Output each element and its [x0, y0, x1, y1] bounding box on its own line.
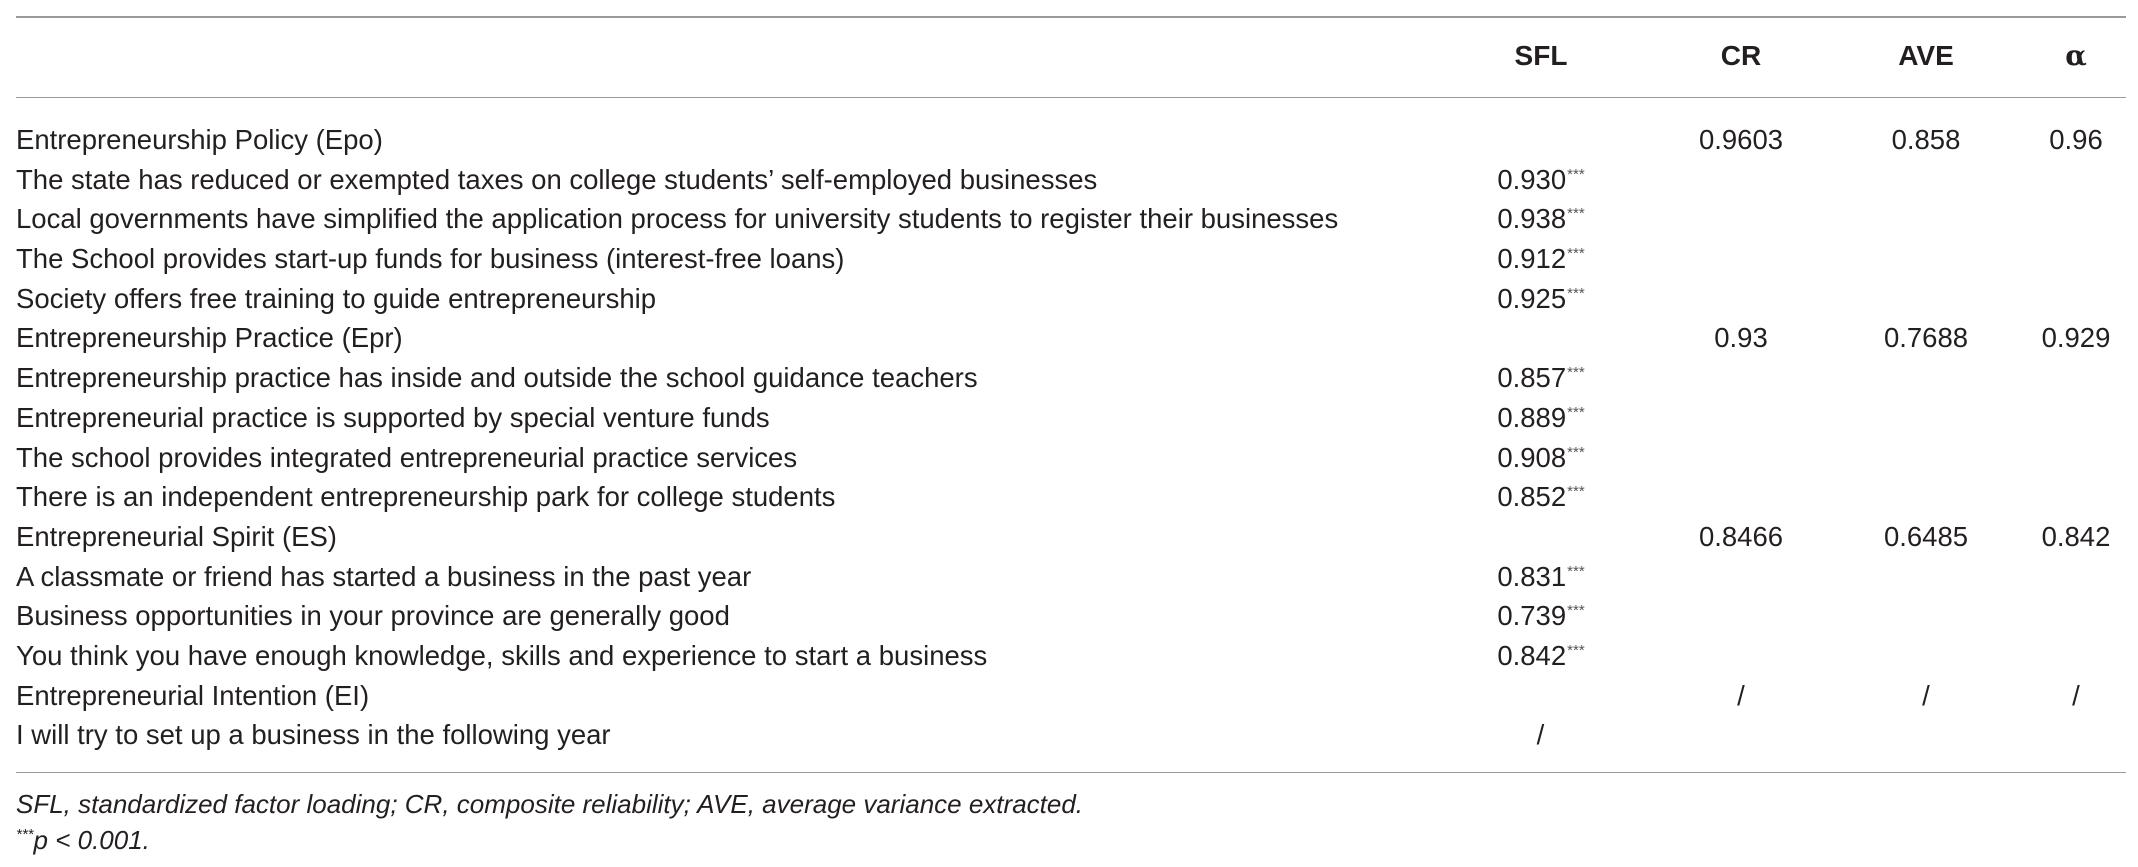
- row-label: Entrepreneurial Intention (EI): [16, 679, 370, 711]
- row-label: Entrepreneurial practice is supported by special venture funds: [16, 401, 770, 433]
- table-row: [16, 596, 2126, 636]
- cell-sfl: [1441, 676, 1641, 721]
- cell-ave: /: [1922, 679, 1930, 711]
- row-label: Local governments have simplified the application process for university students to register their businesses: [16, 203, 1339, 235]
- table-row: [16, 239, 2126, 279]
- cell-sfl: [1441, 120, 1641, 165]
- table-row: [16, 160, 2126, 200]
- row-label: Entrepreneurship practice has inside and outside the school guidance teachers: [16, 362, 978, 394]
- significance-marker: ***: [1567, 165, 1585, 183]
- header-sfl: SFL: [1514, 40, 1568, 71]
- cell-ave: 0.858: [1891, 124, 1961, 155]
- significance-marker: ***: [16, 826, 34, 843]
- cell-sfl: [1441, 199, 1641, 244]
- sfl-value: 0.857: [1497, 362, 1567, 394]
- table-row: [16, 318, 2126, 358]
- cell-ave: 0.6485: [1883, 520, 1969, 552]
- sfl-value: 0.930: [1497, 163, 1567, 195]
- significance-marker: ***: [1567, 403, 1585, 421]
- table-row: [16, 358, 2126, 398]
- sfl-value: 0.889: [1497, 401, 1567, 433]
- significance-marker: ***: [1567, 284, 1585, 302]
- table-row: [16, 477, 2126, 517]
- cell-cr: 0.8466: [1698, 520, 1784, 552]
- row-label: The school provides integrated entrepreneurial practice services: [16, 441, 798, 473]
- header-cr: CR: [1720, 40, 1762, 71]
- table-top-rule: [16, 16, 2126, 18]
- row-label: I will try to set up a business in the following year: [16, 719, 611, 751]
- cell-cr: 0.9603: [1698, 124, 1784, 155]
- significance-marker: ***: [1567, 205, 1585, 223]
- cell-sfl: [1441, 239, 1641, 284]
- header-rule: [16, 97, 2126, 98]
- cell-sfl: [1441, 398, 1641, 443]
- row-label: You think you have enough knowledge, skills and experience to start a business: [16, 639, 988, 671]
- significance-marker: ***: [1567, 602, 1585, 620]
- row-label: Entrepreneurship Practice (Epr): [16, 322, 403, 354]
- significance-marker: ***: [1567, 641, 1585, 659]
- sfl-value: 0.852: [1497, 481, 1567, 513]
- cell-sfl: [1441, 636, 1641, 681]
- header-alpha: α: [2065, 39, 2087, 72]
- significance-marker: ***: [1567, 443, 1585, 461]
- sfl-value: 0.938: [1497, 203, 1567, 235]
- table-row: [16, 120, 2126, 160]
- cell-sfl: [1441, 557, 1641, 602]
- row-label: There is an independent entrepreneurship park for college students: [16, 481, 836, 513]
- cell-cr: /: [1737, 679, 1745, 711]
- sfl-value: 0.842: [1497, 639, 1567, 671]
- table-row: [16, 557, 2126, 597]
- sfl-value: 0.739: [1497, 600, 1567, 632]
- row-label: The state has reduced or exempted taxes on college students’ self-employed businesses: [16, 163, 1098, 195]
- cell-alpha: 0.842: [2041, 520, 2111, 552]
- table-row: [16, 199, 2126, 239]
- cell-sfl: [1441, 318, 1641, 363]
- table-row: [16, 676, 2126, 716]
- table-row: [16, 715, 2126, 755]
- footnote-abbreviations: SFL, standardized factor loading; CR, composite reliability; AVE, average variance extracted.: [16, 789, 1084, 819]
- cell-sfl: [1441, 358, 1641, 403]
- row-label: Entrepreneurial Spirit (ES): [16, 520, 337, 552]
- significance-text: p < 0.001.: [33, 825, 150, 855]
- significance-marker: ***: [1567, 364, 1585, 382]
- table-row: [16, 438, 2126, 478]
- cell-sfl: [1441, 279, 1641, 324]
- cell-sfl: [1441, 596, 1641, 641]
- significance-marker: ***: [1567, 245, 1585, 263]
- cell-sfl: [1441, 715, 1641, 760]
- table-bottom-rule: [16, 772, 2126, 773]
- cell-sfl: [1441, 160, 1641, 205]
- table-footnotes: [16, 786, 1083, 863]
- row-label: Society offers free training to guide entrepreneurship: [16, 282, 657, 314]
- table-row: [16, 517, 2126, 557]
- sfl-value: /: [1536, 719, 1545, 751]
- table-body: [16, 120, 2126, 755]
- cell-sfl: [1441, 438, 1641, 483]
- cell-alpha: 0.929: [2041, 322, 2111, 354]
- sfl-value: 0.908: [1497, 441, 1567, 473]
- significance-marker: ***: [1567, 562, 1585, 580]
- row-label: The School provides start-up funds for business (interest-free loans): [16, 243, 845, 275]
- footnote-significance: [16, 822, 1083, 863]
- table-row: [16, 636, 2126, 676]
- significance-marker: ***: [1567, 483, 1585, 501]
- sfl-value: 0.925: [1497, 282, 1567, 314]
- sfl-value: 0.831: [1497, 560, 1567, 592]
- row-label: Business opportunities in your province are generally good: [16, 600, 730, 632]
- row-label: Entrepreneurship Policy (Epo): [16, 124, 383, 155]
- cell-ave: 0.7688: [1883, 322, 1969, 354]
- cell-sfl: [1441, 477, 1641, 522]
- sfl-value: 0.912: [1497, 243, 1567, 275]
- table-row: [16, 279, 2126, 319]
- cell-sfl: [1441, 517, 1641, 562]
- cell-alpha: /: [2072, 679, 2080, 711]
- cell-cr: 0.93: [1714, 322, 1768, 354]
- row-label: A classmate or friend has started a business in the past year: [16, 560, 752, 592]
- table-row: [16, 398, 2126, 438]
- cell-alpha: 0.96: [2049, 124, 2103, 155]
- header-ave: AVE: [1898, 40, 1954, 71]
